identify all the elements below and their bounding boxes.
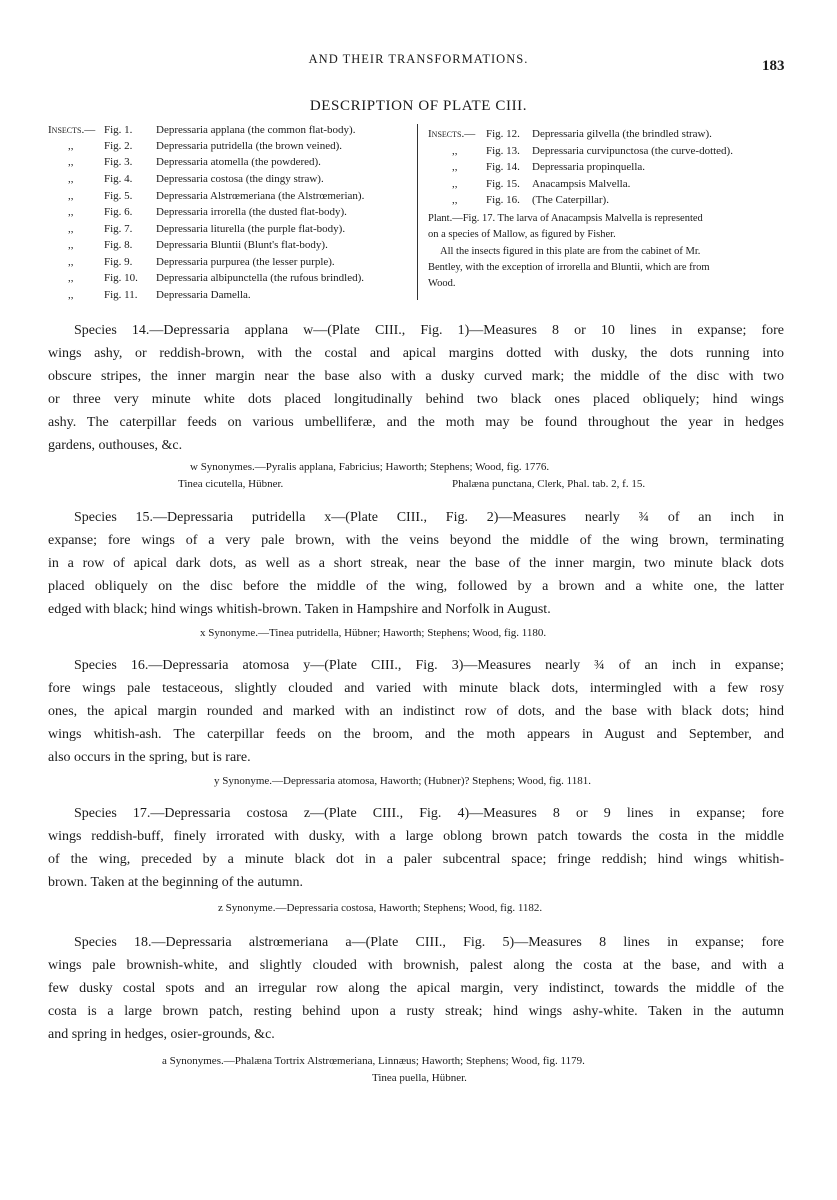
synonym-line: a Synonymes.—Phalæna Tortrix Alstrœmeriana, Linnæus; Haworth; Stephens; Wood, fig. 1179. [162,1055,585,1067]
legend-prefix: ,, [68,289,74,301]
species-text-line: expanse; fore wings of a very pale brown, with the veins beyond the middle of the wing brown, terminating [48,533,784,548]
legend-prefix: ,, [68,173,74,185]
legend-fig: Fig. 7. [104,223,133,235]
legend-prefix: ,, [68,272,74,284]
plant-note-line: Plant.—Fig. 17. The larva of Anacampsis Malvella is represented [428,213,703,224]
legend-desc: Depressaria putridella (the brown veined). [156,140,343,152]
legend-desc: Depressaria gilvella (the brindled straw). [532,128,712,140]
species-heading-line: Species 18.—Depressaria alstrœmeriana a—(Plate CIII., Fig. 5)—Measures 8 lines in expanse; fore [74,935,784,950]
column-divider [417,124,418,300]
synonym-line: Tinea cicutella, Hübner. [178,478,284,490]
species-text-line: ashy. The caterpillar feeds on various umbelliferæ, and the moth may be found throughout the year in hedges [48,415,784,430]
species-heading-line: Species 16.—Depressaria atomosa y—(Plate CIII., Fig. 3)—Measures nearly ¾ of an inch in expanse; [74,658,784,673]
legend-fig: Fig. 10. [104,272,138,284]
legend-fig: Fig. 5. [104,190,133,202]
legend-fig: Fig. 2. [104,140,133,152]
species-text-line: few dusky costal spots and an irregular row along the apical margin, very indistinct, towards the middle of the [48,981,784,996]
species-heading-line: Species 17.—Depressaria costosa z—(Plate CIII., Fig. 4)—Measures 8 or 9 lines in expanse; fore [74,806,784,821]
legend-fig: Fig. 6. [104,206,133,218]
synonym-line: x Synonyme.—Tinea putridella, Hübner; Haworth; Stephens; Wood, fig. 1180. [200,627,547,639]
species-heading-line: Species 15.—Depressaria putridella x—(Plate CIII., Fig. 2)—Measures nearly ¾ of an inch in [74,510,784,525]
species-text-line: wings pale brownish-white, and slightly clouded with brownish, palest along the costa at the base, and with a [48,958,784,973]
legend-desc: Depressaria irrorella (the dusted flat-body). [156,206,347,218]
legend-desc: Depressaria Alstrœmeriana (the Alstrœmerian). [156,190,365,202]
running-head: AND THEIR TRANSFORMATIONS. [308,52,529,66]
legend-desc: (The Caterpillar). [532,194,609,206]
species-text-line: obscure stripes, the inner margin near the base also with a dusky curved mark; the middle of the disc with two [48,369,784,384]
species-text-line: also occurs in the spring, but is rare. [48,750,251,765]
species-text-line: brown. Taken at the beginning of the autumn. [48,875,303,890]
page-number: 183 [762,58,785,74]
species-text-line: edged with black; hind wings whitish-brown. Taken in Hampshire and Norfolk in August. [48,602,551,617]
legend-prefix: ,, [68,206,74,218]
legend-fig: Fig. 12. [486,128,520,140]
legend-desc: Depressaria Damella. [156,289,251,301]
legend-fig: Fig. 1. [104,124,133,136]
species-text-line: of the wing, preceded by a minute black dot in a paler subcentral space; fringe reddish; hind wings whitish- [48,852,784,867]
legend-prefix: Insects.— [428,128,476,140]
legend-desc: Depressaria liturella (the purple flat-body). [156,223,346,235]
legend-fig: Fig. 8. [104,239,133,251]
legend-prefix: ,, [68,239,74,251]
legend-desc: Depressaria purpurea (the lesser purple). [156,256,335,268]
species-text-line: ones, the apical margin rounded and marked with an indistinct row of dots, and the base with black dots; hind [48,704,784,719]
legend-fig: Fig. 4. [104,173,133,185]
legend-fig: Fig. 14. [486,161,520,173]
synonym-line: w Synonymes.—Pyralis applana, Fabricius; Haworth; Stephens; Wood, fig. 1776. [190,461,550,473]
legend-desc: Depressaria costosa (the dingy straw). [156,173,324,185]
legend-desc: Depressaria albipunctella (the rufous brindled). [156,272,365,284]
cabinet-note-line: Wood. [428,278,456,289]
plate-title: DESCRIPTION OF PLATE CIII. [309,98,528,114]
legend-fig: Fig. 9. [104,256,133,268]
synonym-line: y Synonyme.—Depressaria atomosa, Haworth; (Hubner)? Stephens; Wood, fig. 1181. [214,775,592,787]
synonym-line: z Synonyme.—Depressaria costosa, Haworth; Stephens; Wood, fig. 1182. [218,902,543,914]
legend-fig: Fig. 16. [486,194,520,206]
plant-note-line: on a species of Mallow, as figured by Fisher. [428,229,616,240]
species-text-line: and spring in hedges, osier-grounds, &c. [48,1027,275,1042]
legend-desc: Depressaria curvipunctosa (the curve-dotted). [532,145,733,157]
species-text-line: gardens, outhouses, &c. [48,438,183,453]
legend-prefix: ,, [452,161,458,173]
species-heading-line: Species 14.—Depressaria applana w—(Plate CIII., Fig. 1)—Measures 8 or 10 lines in expanse; fore [74,323,784,338]
cabinet-note-line: Bentley, with the exception of irrorella and Bluntii, which are from [428,262,710,273]
legend-fig: Fig. 13. [486,145,520,157]
legend-prefix: ,, [452,145,458,157]
legend-fig: Fig. 15. [486,178,520,190]
legend-prefix: ,, [452,178,458,190]
species-text-line: wings reddish-buff, finely irrorated with dusky, with a large oblong brown patch towards the costa in the middle [48,829,784,844]
species-text-line: costa is a large brown patch, resting behind upon a rusty streak; hind wings ashy-white. Taken in the autumn [48,1004,784,1019]
legend-desc: Depressaria applana (the common flat-body). [156,124,356,136]
legend-fig: Fig. 3. [104,156,133,168]
legend-desc: Depressaria Bluntii (Blunt's flat-body). [156,239,328,251]
legend-prefix: ,, [68,190,74,202]
legend-prefix: Insects.— [48,124,96,136]
species-text-line: wings whitish-ash. The caterpillar feeds on the broom, and the moth appears in August and September, and [48,727,784,742]
species-text-line: fore wings pale testaceous, slightly clouded and varied with minute black dots, intermingled with a few rosy [48,681,784,696]
legend-prefix: ,, [452,194,458,206]
legend-desc: Depressaria atomella (the powdered). [156,156,321,168]
legend-prefix: ,, [68,140,74,152]
legend-prefix: ,, [68,256,74,268]
legend-desc: Depressaria propinquella. [532,161,646,173]
synonym-line: Tinea puella, Hübner. [372,1072,467,1084]
species-text-line: in a row of apical dark dots, as well as a short streak, near the base of the inner margin, two minute black dots [48,556,784,571]
legend-desc: Anacampsis Malvella. [532,178,631,190]
cabinet-note-line: All the insects figured in this plate are from the cabinet of Mr. [440,246,701,257]
species-text-line: placed obliquely on the disc before the middle of the wing, followed by a brown and a white one, the latter [48,579,784,594]
species-text-line: or three very minute white dots placed longitudinally behind two black ones placed obliquely; hind wings [48,392,784,407]
legend-fig: Fig. 11. [104,289,138,301]
legend-prefix: ,, [68,156,74,168]
synonym-line: Phalæna punctana, Clerk, Phal. tab. 2, f. 15. [452,478,646,490]
legend-prefix: ,, [68,223,74,235]
species-text-line: wings ashy, or reddish-brown, with the costal and apical margins dotted with dusky, the dots running into [48,346,784,361]
